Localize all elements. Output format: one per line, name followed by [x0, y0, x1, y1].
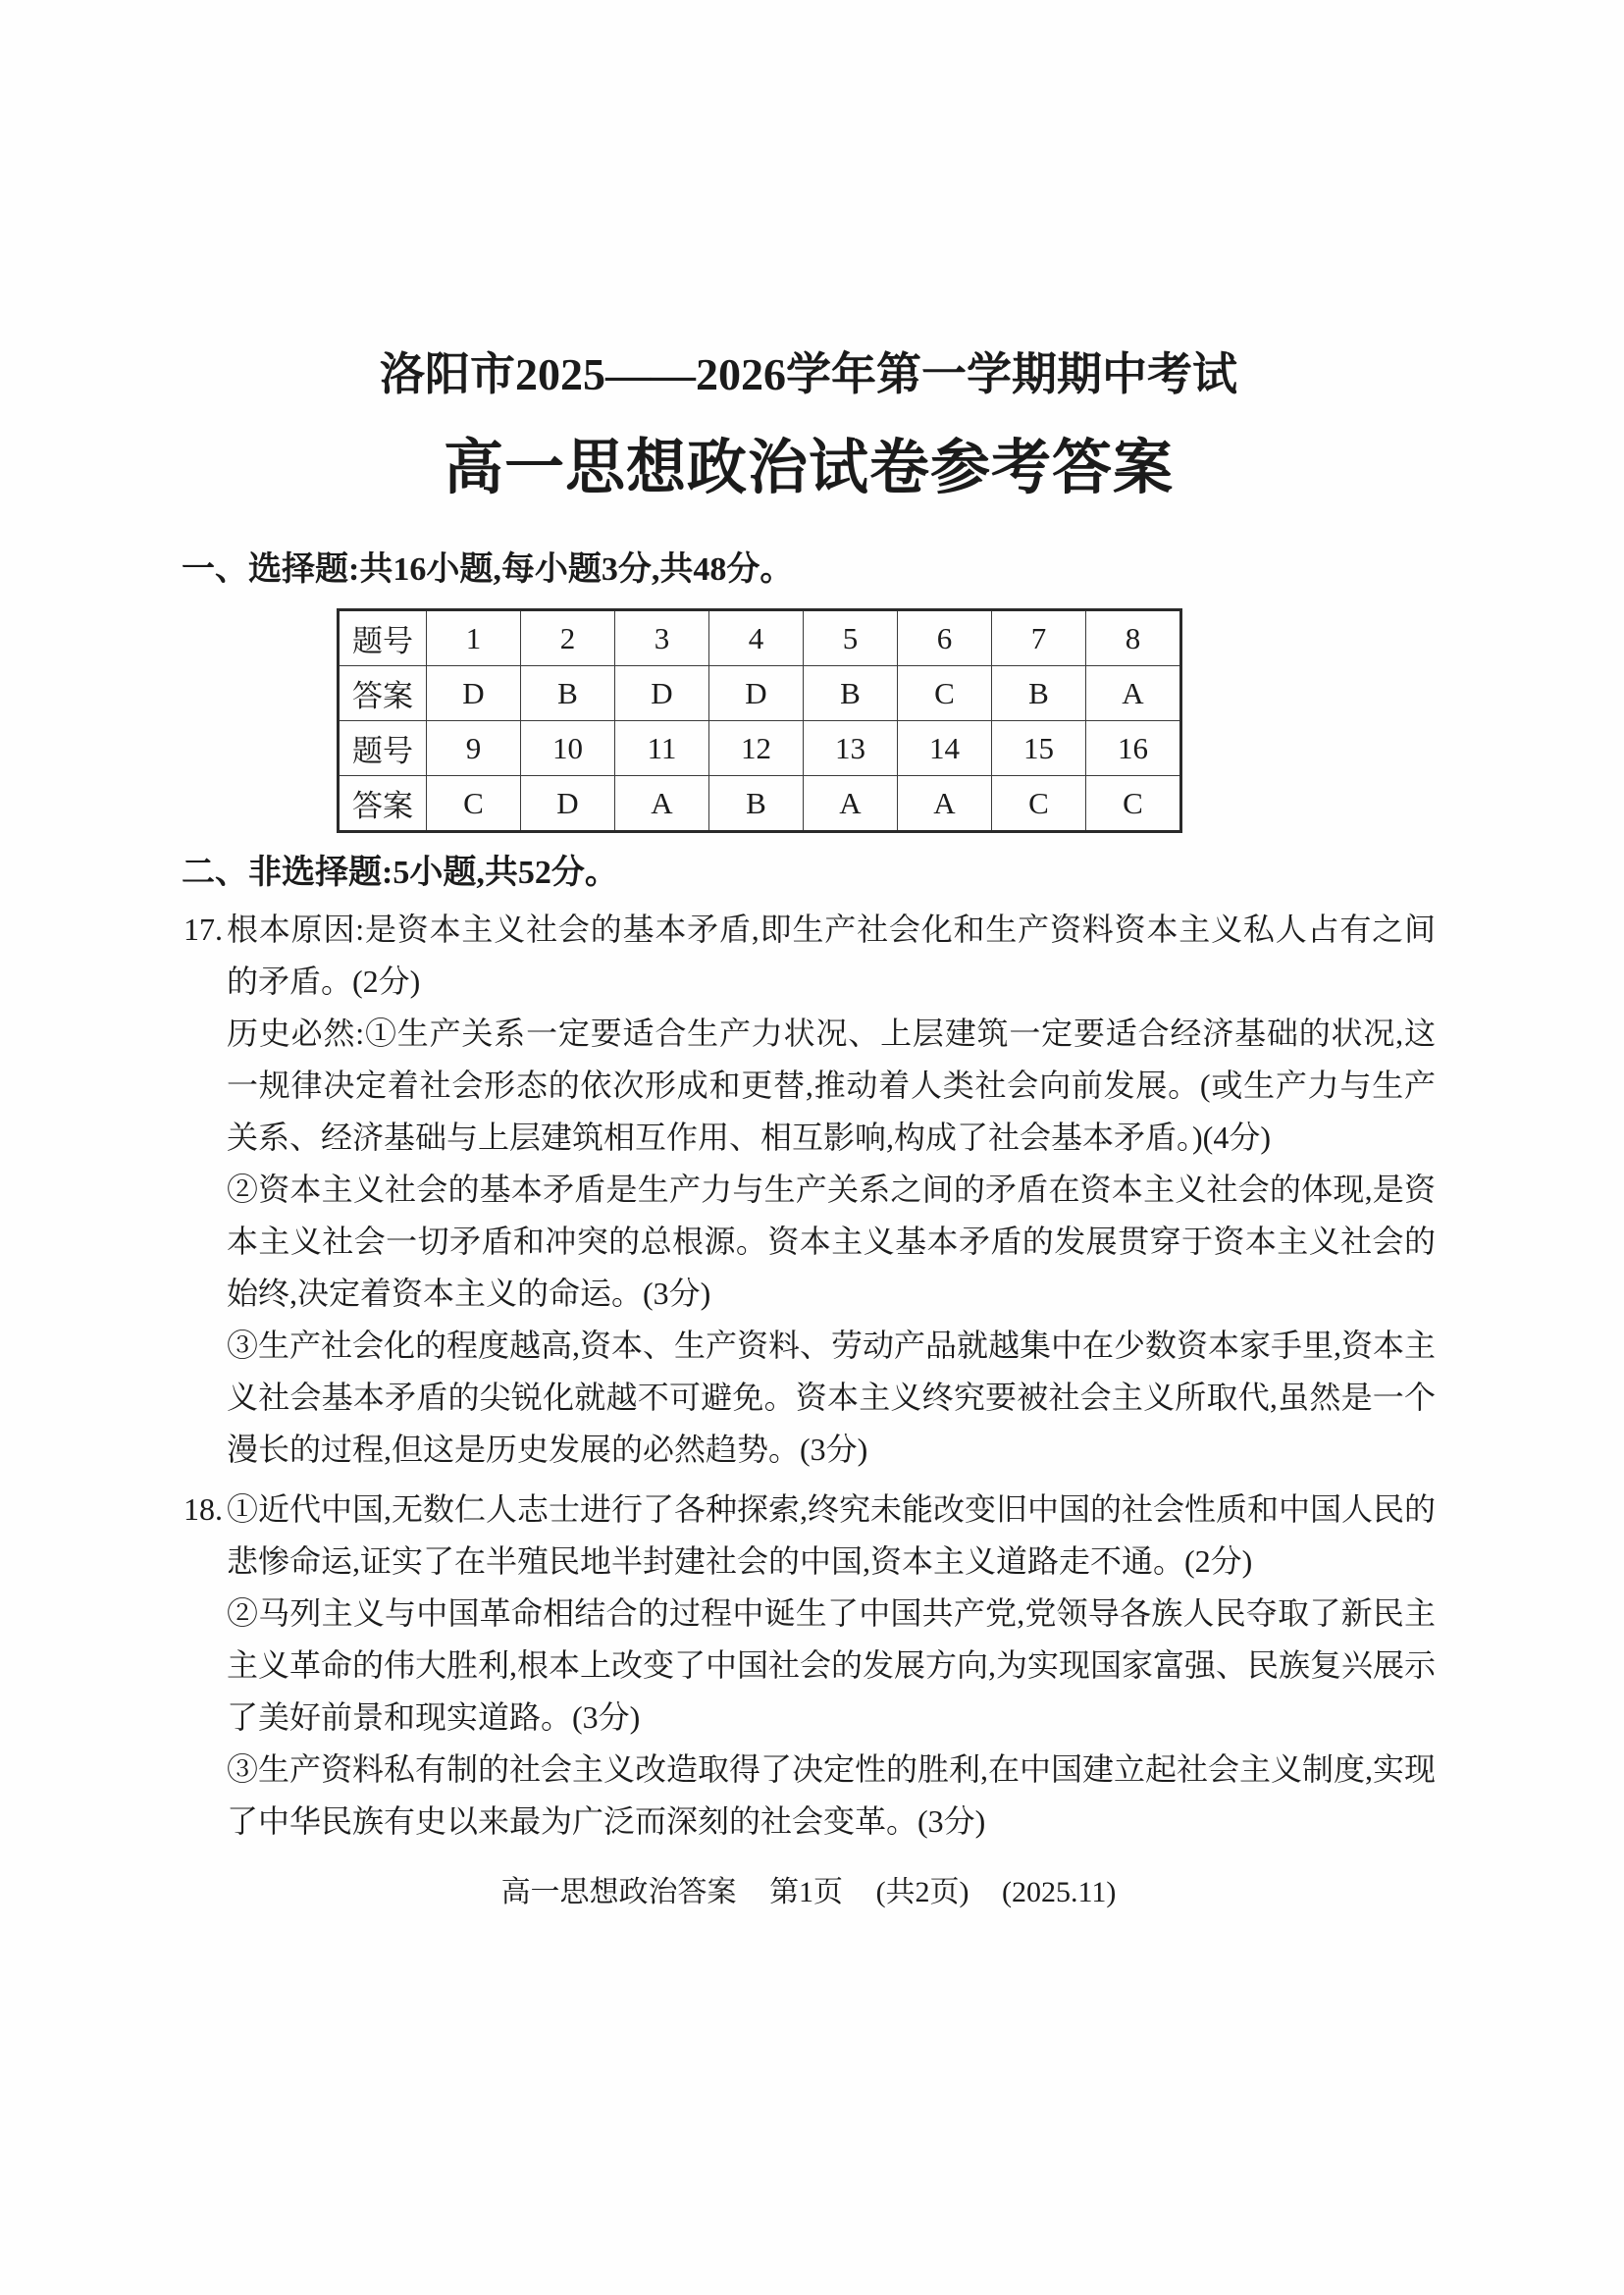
- answer-table: [337, 608, 1182, 833]
- table-cell: A: [898, 776, 992, 832]
- table-cell: C: [1086, 776, 1181, 832]
- section-nonchoice-heading: 二、非选择题:5小题,共52分。: [182, 855, 618, 891]
- table-cell: 5: [804, 610, 898, 666]
- table-cell: 4: [709, 610, 804, 666]
- table-cell: B: [804, 666, 898, 721]
- table-cell: D: [521, 776, 615, 832]
- table-cell: D: [427, 666, 521, 721]
- table-cell: 2: [521, 610, 615, 666]
- table-cell: C: [427, 776, 521, 832]
- table-cell: C: [898, 666, 992, 721]
- question-18-paragraph: ①近代中国,无数仁人志士进行了各种探索,终究未能改变旧中国的社会性质和中国人民的悲惨命运,证实了在半殖民地半封建社会的中国,资本主义道路走不通。(2分): [227, 1491, 1437, 1579]
- exam-title: 洛阳市2025——2026学年第一学期期中考试: [380, 349, 1237, 399]
- question-18-paragraph: ③生产资料私有制的社会主义改造取得了决定性的胜利,在中国建立起社会主义制度,实现了中华民族有史以来最为广泛而深刻的社会变革。(3分): [227, 1751, 1437, 1839]
- table-row-qnum-1-8: [339, 610, 1181, 666]
- table-cell: B: [521, 666, 615, 721]
- question-18-paragraph: ②马列主义与中国革命相结合的过程中诞生了中国共产党,党领导各族人民夺取了新民主主义革命的伟大胜利,根本上改变了中国社会的发展方向,为实现国家富强、民族复兴展示了美好前景和现实道路。(3分): [227, 1595, 1437, 1735]
- table-cell: A: [1086, 666, 1181, 721]
- table-cell: A: [804, 776, 898, 832]
- table-cell: 题号: [339, 610, 427, 666]
- page-content: [182, 0, 1436, 1914]
- footer-page-total: (共2页): [875, 1876, 969, 1908]
- table-cell: D: [615, 666, 709, 721]
- footer-page-number: 第1页: [769, 1876, 844, 1908]
- table-cell: 14: [898, 721, 992, 776]
- table-cell: 8: [1086, 610, 1181, 666]
- table-cell: 答案: [339, 776, 427, 832]
- table-cell: B: [992, 666, 1086, 721]
- table-cell: B: [709, 776, 804, 832]
- question-17-paragraph: 根本原因:是资本主义社会的基本矛盾,即生产社会化和生产资料资本主义私人占有之间的矛盾。(2分): [227, 912, 1436, 999]
- section-choice-heading: 一、选择题:共16小题,每小题3分,共48分。: [182, 551, 794, 588]
- table-cell: 9: [427, 721, 521, 776]
- table-row-answers-1-8: [339, 666, 1181, 721]
- table-cell: 10: [521, 721, 615, 776]
- question-17-number: 17.: [183, 912, 223, 947]
- footer-doc-label: 高一思想政治答案: [500, 1876, 737, 1908]
- table-cell: 1: [427, 610, 521, 666]
- table-cell: D: [709, 666, 804, 721]
- exam-subtitle: 高一思想政治试卷参考答案: [443, 436, 1174, 501]
- question-17-paragraph: ②资本主义社会的基本矛盾是生产力与生产关系之间的矛盾在资本主义社会的体现,是资本主义社会一切矛盾和冲突的总根源。资本主义基本矛盾的发展贯穿于资本主义社会的始终,决定着资本主义的命运。(3分): [227, 1172, 1436, 1311]
- table-cell: 3: [615, 610, 709, 666]
- table-cell: 题号: [339, 721, 427, 776]
- table-cell: 7: [992, 610, 1086, 666]
- table-cell: 15: [992, 721, 1086, 776]
- table-cell: 答案: [339, 666, 427, 721]
- page-footer: [182, 1871, 1436, 1914]
- table-row-qnum-9-16: [339, 721, 1181, 776]
- question-17-paragraph: 历史必然:①生产关系一定要适合生产力状况、上层建筑一定要适合经济基础的状况,这一规律决定着社会形态的依次形成和更替,推动着人类社会向前发展。(或生产力与生产关系、经济基础与上层建筑相互作用、相互影响,构成了社会基本矛盾。)(4分): [227, 1016, 1436, 1155]
- table-cell: 13: [804, 721, 898, 776]
- footer-date: (2025.11): [1002, 1876, 1117, 1908]
- question-18-number: 18.: [183, 1491, 223, 1527]
- table-cell: 16: [1086, 721, 1181, 776]
- table-row-answers-9-16: [339, 776, 1181, 832]
- table-cell: A: [615, 776, 709, 832]
- question-17-paragraph: ③生产社会化的程度越高,资本、生产资料、劳动产品就越集中在少数资本家手里,资本主义社会基本矛盾的尖锐化就越不可避免。资本主义终究要被社会主义所取代,虽然是一个漫长的过程,但这是历史发展的必然趋势。(3分): [227, 1328, 1437, 1467]
- table-cell: 12: [709, 721, 804, 776]
- table-cell: 11: [615, 721, 709, 776]
- table-cell: 6: [898, 610, 992, 666]
- question-18: [182, 1484, 1436, 1848]
- table-cell: C: [992, 776, 1086, 832]
- question-17: [182, 904, 1436, 1476]
